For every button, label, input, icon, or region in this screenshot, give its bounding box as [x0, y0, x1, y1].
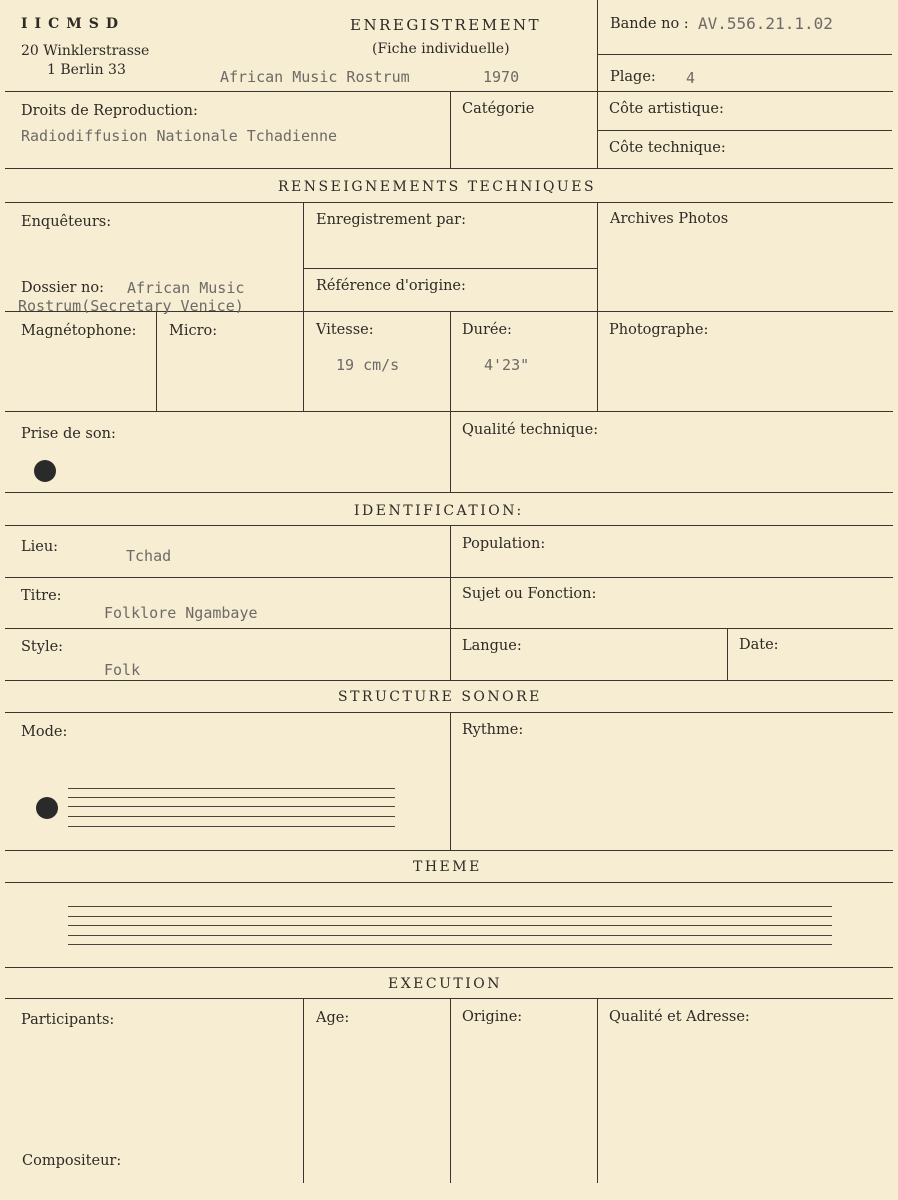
lieu-label: Lieu:: [21, 539, 59, 555]
enregistrement-rule: [303, 268, 597, 269]
mode-staff-line: [68, 816, 395, 817]
titre-label: Titre:: [21, 588, 62, 604]
age-label: Age:: [316, 1010, 350, 1026]
titre-rule: [5, 628, 893, 629]
bande-underline: [597, 54, 892, 55]
micro-divider: [156, 311, 157, 412]
duree-value: 4'23": [484, 356, 530, 374]
origine-divider: [450, 998, 451, 1183]
binder-hole: [36, 797, 58, 819]
mode-staff-line: [68, 788, 395, 789]
photographe-label: Photographe:: [609, 322, 709, 338]
plage-label: Plage:: [610, 69, 656, 85]
qualite-adresse-divider: [597, 998, 598, 1183]
structure-bottom-rule: [5, 850, 893, 851]
rythme-divider: [450, 712, 451, 850]
enregistrement-par-label: Enregistrement par:: [316, 212, 466, 228]
archives-photos-label: Archives Photos: [610, 211, 729, 227]
reference-label: Référence d'origine:: [316, 278, 466, 294]
qualite-divider: [450, 411, 451, 493]
theme-staff-line: [68, 935, 832, 936]
dossier-value-2: Rostrum(Secretary Venice): [18, 297, 244, 315]
sujet-label: Sujet ou Fonction:: [462, 586, 597, 602]
binder-hole: [34, 460, 56, 482]
theme-heading: THEME: [413, 859, 482, 875]
technique-heading: RENSEIGNEMENTS TECHNIQUES: [278, 179, 597, 195]
rights-bottom-rule: [5, 168, 893, 169]
header-divider: [597, 0, 598, 168]
duree-divider: [450, 311, 451, 412]
vitesse-label: Vitesse:: [316, 322, 374, 338]
droits-label: Droits de Reproduction:: [21, 103, 198, 119]
mode-staff-line: [68, 806, 395, 807]
plage-value: 4: [686, 69, 696, 87]
droits-value: Radiodiffusion Nationale Tchadienne: [21, 127, 338, 145]
participants-label: Participants:: [21, 1012, 115, 1028]
rythme-label: Rythme:: [462, 722, 524, 738]
style-label: Style:: [21, 639, 64, 655]
theme-bottom-rule: [5, 967, 893, 968]
cote-artistique-label: Côte artistique:: [609, 101, 724, 117]
structure-heading-rule: [5, 712, 893, 713]
age-divider: [303, 998, 304, 1183]
identification-heading: IDENTIFICATION:: [354, 503, 524, 519]
magneto-bottom-rule: [5, 411, 893, 412]
prise-bottom-rule: [5, 492, 893, 493]
execution-heading: EXECUTION: [388, 976, 503, 992]
categorie-label: Catégorie: [462, 101, 535, 117]
source-value: African Music Rostrum: [220, 68, 410, 86]
tech-divider-2: [597, 202, 598, 412]
ident-divider: [450, 525, 451, 680]
dossier-label: Dossier no:: [21, 280, 104, 296]
form-title: ENREGISTREMENT: [350, 16, 542, 34]
org-street: 20 Winklerstrasse: [21, 43, 150, 59]
identification-heading-rule: [5, 525, 893, 526]
dossier-value-1: African Music: [127, 279, 245, 297]
org-city: 1 Berlin 33: [47, 62, 126, 78]
org-logo: IICMSD: [21, 16, 125, 32]
style-rule: [5, 680, 893, 681]
compositeur-label: Compositeur:: [22, 1153, 122, 1169]
categorie-divider: [450, 91, 451, 168]
titre-value: Folklore Ngambaye: [104, 604, 258, 622]
qualite-technique-label: Qualité technique:: [462, 422, 599, 438]
prise-de-son-label: Prise de son:: [21, 426, 116, 442]
vitesse-value: 19 cm/s: [336, 356, 400, 374]
qualite-adresse-label: Qualité et Adresse:: [609, 1009, 750, 1025]
langue-label: Langue:: [462, 638, 522, 654]
lieu-rule: [5, 577, 893, 578]
execution-heading-rule: [5, 998, 893, 999]
mode-staff-line: [68, 826, 395, 827]
bande-label: Bande no :: [610, 16, 689, 32]
theme-staff-line: [68, 916, 832, 917]
magnetophone-label: Magnétophone:: [21, 323, 137, 339]
mode-label: Mode:: [21, 724, 68, 740]
origine-label: Origine:: [462, 1009, 523, 1025]
cote-technique-label: Côte technique:: [609, 140, 726, 156]
theme-heading-rule: [5, 882, 893, 883]
micro-label: Micro:: [169, 323, 218, 339]
duree-label: Durée:: [462, 322, 512, 338]
theme-staff-line: [68, 944, 832, 945]
cote-divider: [597, 130, 892, 131]
date-divider: [727, 628, 728, 680]
year-value: 1970: [483, 68, 520, 86]
date-label: Date:: [739, 637, 779, 653]
mode-staff-line: [68, 797, 395, 798]
tech-divider-1: [303, 202, 304, 412]
style-value: Folk: [104, 661, 141, 679]
enqueteurs-label: Enquêteurs:: [21, 214, 112, 230]
bande-value: AV.556.21.1.02: [698, 14, 833, 33]
header-bottom-rule: [5, 91, 893, 92]
theme-staff-line: [68, 906, 832, 907]
technique-heading-rule: [5, 202, 893, 203]
structure-heading: STRUCTURE SONORE: [338, 689, 542, 705]
form-subtitle: (Fiche individuelle): [372, 41, 510, 57]
population-label: Population:: [462, 536, 546, 552]
lieu-value: Tchad: [126, 547, 172, 565]
theme-staff-line: [68, 925, 832, 926]
